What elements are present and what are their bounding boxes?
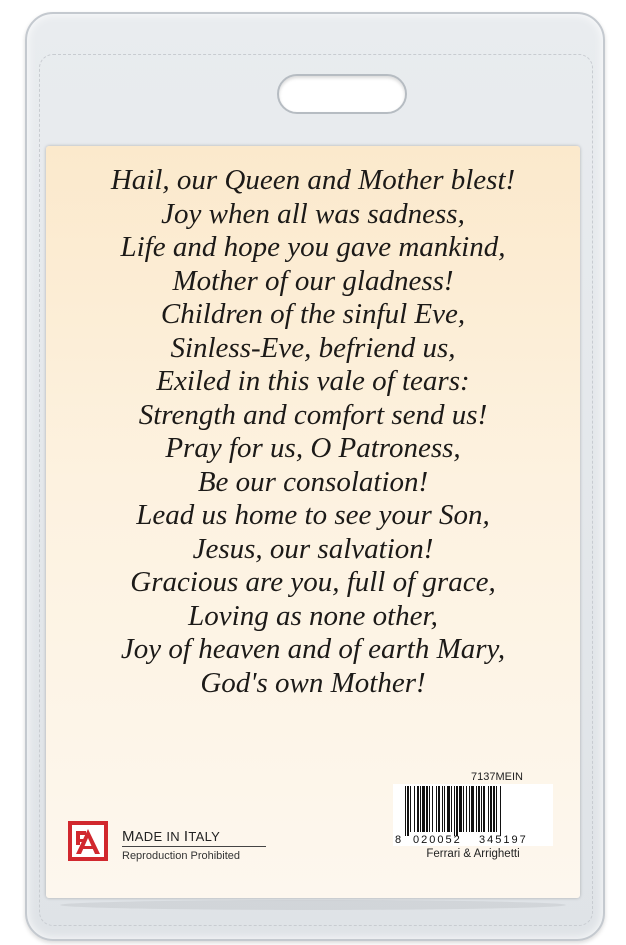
prayer-line: Sinless-Eve, befriend us,	[170, 331, 456, 364]
prayer-card	[46, 146, 580, 898]
manufacturer-name: Ferrari & Arrighetti	[426, 848, 520, 860]
barcode-bar	[405, 786, 406, 836]
barcode-bar	[407, 786, 409, 836]
barcode-bar	[442, 786, 443, 832]
prayer-line: Exiled in this vale of tears:	[156, 365, 470, 397]
prayer-line: Life and hope you gave mankind,	[120, 231, 506, 263]
made-in-i: I	[183, 828, 189, 845]
barcode-bar	[483, 786, 485, 832]
prayer-line: God's own Mother!	[200, 666, 426, 699]
barcode-bar	[481, 786, 482, 832]
barcode-bar	[496, 786, 497, 832]
barcode-bar	[463, 786, 464, 832]
barcode-bar	[420, 786, 421, 832]
item-code: 7137MEIN	[471, 771, 523, 783]
prayer-line: Joy when all was sadness,	[161, 197, 465, 230]
barcode-bar	[493, 786, 495, 832]
made-in-m: M	[122, 828, 135, 845]
prayer-line: Strength and comfort send us!	[138, 398, 488, 431]
prayer-line: Hail, our Queen and Mother blest!	[110, 164, 516, 196]
barcode-bar	[432, 786, 433, 832]
hang-hole	[277, 74, 407, 114]
barcode-bar	[469, 786, 470, 832]
barcode-bar	[500, 786, 501, 836]
barcode-bar	[422, 786, 425, 832]
barcode-bar	[429, 786, 430, 832]
prayer-line: Mother of our gladness!	[172, 264, 454, 297]
prayer-line: Lead us home to see your Son,	[136, 499, 490, 531]
barcode-bar	[444, 786, 445, 832]
prayer-line: Pray for us, O Patroness,	[165, 432, 461, 464]
divider	[122, 846, 266, 847]
barcode-bar	[426, 786, 428, 832]
prayer-text	[46, 164, 580, 700]
barcode-bar	[454, 786, 455, 836]
prayer-line: Joy of heaven and of earth Mary,	[120, 633, 506, 665]
barcode-group-left: 020052	[413, 834, 462, 846]
barcode-bar	[417, 786, 419, 832]
package-shadow	[60, 900, 566, 910]
barcode-bar	[451, 786, 452, 832]
barcode-bar	[490, 786, 492, 832]
barcode-digit: 8	[395, 834, 402, 846]
barcode-bar	[478, 786, 480, 832]
barcode-bar	[466, 786, 467, 832]
prayer-line: Children of the sinful Eve,	[160, 298, 466, 330]
prayer-line: Loving as none other,	[188, 599, 438, 632]
barcode	[393, 784, 553, 846]
barcode-bar	[488, 786, 489, 832]
barcode-bar	[410, 786, 411, 832]
prayer-line: Be our consolation!	[197, 465, 429, 498]
made-in-end: TALY	[188, 829, 221, 844]
prayer-line: Gracious are you, full of grace,	[130, 566, 496, 598]
prayer-line: Jesus, our salvation!	[192, 532, 434, 565]
made-in-italy	[122, 828, 220, 845]
barcode-bar	[414, 786, 415, 832]
reproduction-notice: Reproduction Prohibited	[122, 850, 241, 862]
barcode-bars	[393, 784, 553, 836]
ferrari-arrighetti-logo-icon	[68, 821, 108, 861]
barcode-group-right: 345197	[479, 834, 528, 846]
barcode-bar	[438, 786, 440, 832]
barcode-bar	[471, 786, 474, 832]
barcode-bar	[456, 786, 458, 836]
made-in-rest: ADE IN	[134, 829, 184, 844]
barcode-bar	[436, 786, 437, 832]
barcode-bar	[459, 786, 462, 832]
barcode-bar	[476, 786, 477, 832]
barcode-bar	[447, 786, 450, 832]
